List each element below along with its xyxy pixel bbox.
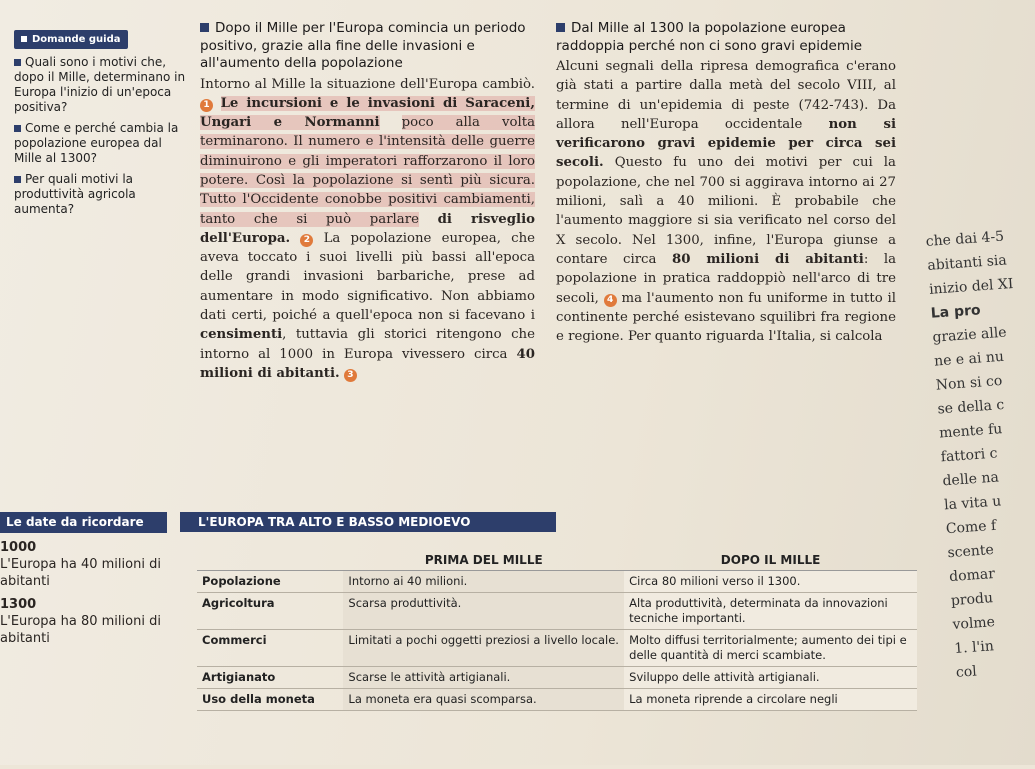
text-column-right <box>556 20 896 346</box>
table-cell: Molto diffusi territorialmente; aumento dei tipi e delle quantità di merci scambiate. <box>624 630 917 667</box>
table-row <box>197 689 917 711</box>
table-cell: Sviluppo delle attività artigianali. <box>624 667 917 689</box>
strip-line: grazie alle <box>931 324 1008 346</box>
table-cell: La moneta riprende a circolare negli <box>624 689 917 711</box>
footnote-marker: 3 <box>344 369 357 382</box>
guide-questions <box>14 30 189 217</box>
paragraph: Alcuni segnali della ripresa demografica c'erano già stati a partire dalla metà del secolo VIII, al termine di un'epidemia di peste (742-743). Da allora nell'Europa occidentale non si verificarono gravi epidemie per circa sei secoli. Questo fu uno dei motivi per cui la popolazione, che nel 700 si aggirava intorno ai 27 milioni, salì a 40 milioni. È probabile che l'aumento maggiore si sia verificato nel corso del X secolo. Nel 1300, infine, l'Europa giunse a contare circa 80 milioni di abitanti: la popolazione in pratica raddoppiò nell'arco di tre secoli, 4 ma l'aumento non fu uniforme in tutto il continente perché esistevano squilibri fra regione e regione. Per quanto riguarda l'Italia, si calcola <box>556 59 897 345</box>
key-dates-heading: Le date da ricordare <box>0 512 167 533</box>
table-cell: Scarse le attività artigianali. <box>343 667 624 689</box>
date-year: 1300 <box>0 597 37 612</box>
table-header <box>197 550 343 571</box>
strip-line: abitanti sia <box>926 252 1008 274</box>
next-page-strip <box>925 222 1035 769</box>
date-text: L'Europa ha 80 milioni di abitanti <box>0 614 161 646</box>
table-cell: Scarsa produttività. <box>343 593 624 630</box>
paragraph: Intorno al Mille la situazione dell'Europa cambiò. 1 Le incursioni e le invasioni di Saraceni, Ungari e Normanni poco alla volta terminarono. Il numero e l'intensità delle guerre diminuirono e gli imperatori rafforzarono il loro potere. Così la popolazione si sentì più sicura. Tutto l'Occidente conobbe positivi cambiamenti, tanto che si può parlare di risveglio dell'Europa. 2 La popolazione europea, che aveva toccato i suoi livelli più bassi all'epoca delle grandi invasioni barbariche, prese ad aumentare in modo significativo. Non abbiamo dati certi, poiché a quell'epoca non si facevano i censimenti, tuttavia gli storici ritengono che intorno al 1000 in Europa vivessero circa 40 milioni di abitanti. 3 <box>200 76 536 381</box>
footnote-marker: 4 <box>604 294 617 307</box>
footnote-marker: 1 <box>200 99 213 112</box>
comparison-table <box>197 550 917 711</box>
table-header-row <box>197 550 917 571</box>
row-header: Uso della moneta <box>197 689 343 711</box>
strip-line: volme <box>952 614 996 634</box>
table-row <box>197 593 917 630</box>
strip-line: domar <box>948 565 996 586</box>
table-row <box>197 667 917 689</box>
date-year: 1000 <box>0 540 37 555</box>
table-cell: Intorno ai 40 milioni. <box>343 571 624 593</box>
strip-line: La pro <box>930 302 982 322</box>
table-title: L'EUROPA TRA ALTO E BASSO MEDIOEVO <box>180 512 556 532</box>
strip-line: col <box>955 663 978 681</box>
guide-badge: Domande guida <box>14 30 128 49</box>
strip-line: se della c <box>936 396 1005 418</box>
table-cell: Alta produttività, determinata da innovazioni tecniche importanti. <box>624 593 917 630</box>
strip-line: delle na <box>942 469 1000 490</box>
row-header: Artigianato <box>197 667 343 689</box>
strip-line: 1. l'in <box>953 638 995 657</box>
strip-line: Come f <box>945 517 997 538</box>
question-item: Quali sono i motivi che, dopo il Mille, determinano in Europa l'inizio di un'epoca positiva? <box>14 55 186 114</box>
strip-line: Non si co <box>935 372 1003 394</box>
table-header: PRIMA DEL MILLE <box>343 550 624 571</box>
strip-line: mente fu <box>938 421 1003 442</box>
table-header: DOPO IL MILLE <box>624 550 917 571</box>
strip-line: produ <box>950 590 994 610</box>
table-row <box>197 630 917 667</box>
question-item: Come e perché cambia la popolazione europea dal Mille al 1300? <box>14 121 179 165</box>
table-cell: La moneta era quasi scomparsa. <box>343 689 624 711</box>
question-item: Per quali motivi la produttività agricola aumenta? <box>14 172 136 216</box>
section-heading: Dopo il Mille per l'Europa comincia un periodo positivo, grazie alla fine delle invasioni e all'aumento della popolazione <box>200 20 526 71</box>
strip-line: inizio del XI <box>928 275 1014 298</box>
key-dates-box <box>0 512 190 647</box>
text-column-left <box>200 20 535 383</box>
table-cell: Limitati a pochi oggetti preziosi a livello locale. <box>343 630 624 667</box>
row-header: Popolazione <box>197 571 343 593</box>
table-cell: Circa 80 milioni verso il 1300. <box>624 571 917 593</box>
footnote-marker: 2 <box>300 234 313 247</box>
strip-line: ne e ai nu <box>933 348 1005 370</box>
strip-line: fattori c <box>940 445 998 466</box>
row-header: Commerci <box>197 630 343 667</box>
strip-line: che dai 4-5 <box>925 228 1005 250</box>
table-row <box>197 571 917 593</box>
strip-line: la vita u <box>943 493 1002 514</box>
section-heading: Dal Mille al 1300 la popolazione europea raddoppia perché non ci sono gravi epidemie <box>556 20 863 54</box>
date-text: L'Europa ha 40 milioni di abitanti <box>0 557 161 589</box>
row-header: Agricoltura <box>197 593 343 630</box>
strip-line: scente <box>947 542 995 562</box>
